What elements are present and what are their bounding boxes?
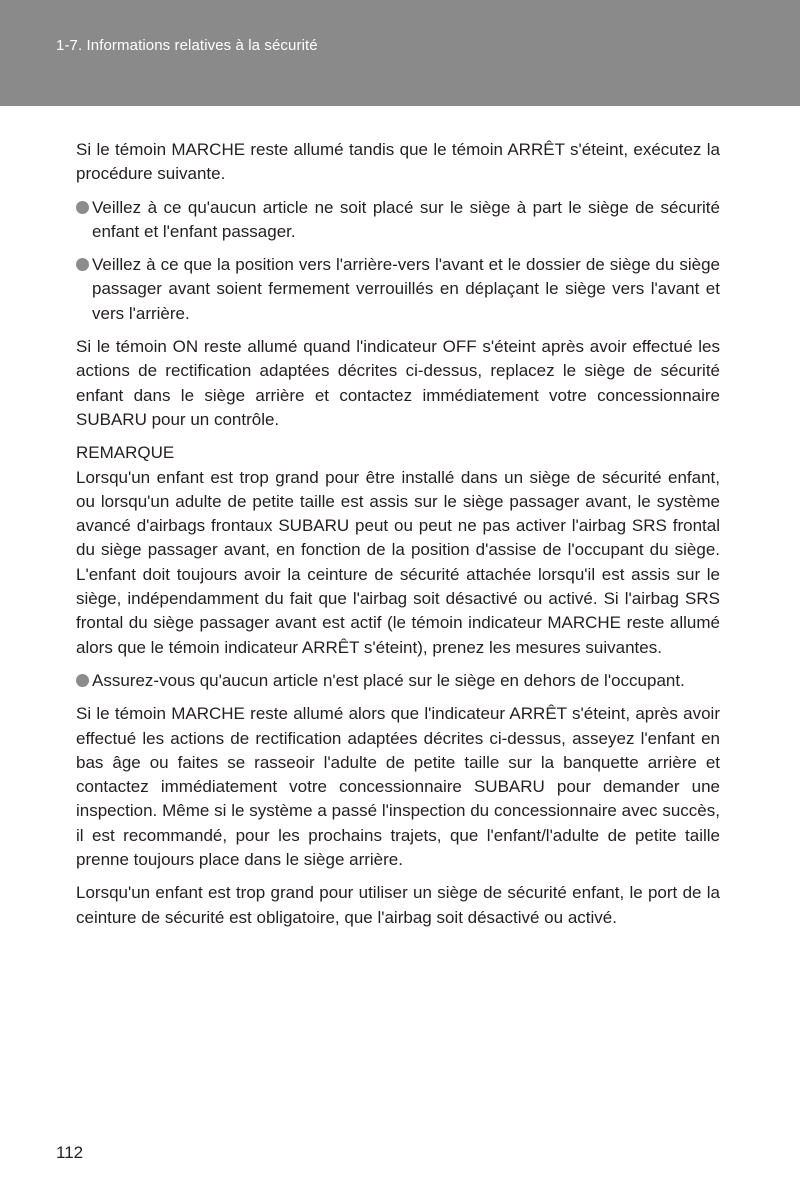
bullet-item — [76, 196, 720, 245]
note-text: Lorsqu'un enfant est trop grand pour être installé dans un siège de sécurité enfant, ou lorsqu'un adulte de petite taille est assis sur le siège passager avant, le système avancé d'airbags frontaux SUBARU peut ou peut ne pas activer l'airbag SRS frontal du siège passager avant, en fonction de la position d'assise de l'occupant du siège. L'enfant doit toujours avoir la ceinture de sécurité attachée lorsqu'il est assis sur le siège, indépendamment du fait que l'airbag soit désactivé ou activé. Si l'airbag SRS frontal du siège passager avant est actif (le témoin indicateur MARCHE reste allumé alors que le témoin indicateur ARRÊT s'éteint), prenez les mesures suivantes. — [76, 467, 720, 657]
bullet-dot-icon — [76, 201, 89, 214]
bullet-text: Veillez à ce que la position vers l'arrière-vers l'avant et le dossier de siège du siège passager avant soient fermement verrouillés en déplaçant le siège vers l'avant et vers l'arrière. — [92, 255, 720, 323]
bullet-dot-icon — [76, 258, 89, 271]
section-title: 1-7. Informations relatives à la sécurité — [56, 37, 318, 54]
paragraph-seatbelt: Lorsqu'un enfant est trop grand pour utiliser un siège de sécurité enfant, le port de la ceinture de sécurité est obligatoire, que l'airbag soit désactivé ou activé. — [76, 883, 720, 927]
note-heading: REMARQUE — [76, 443, 175, 463]
paragraph-inspection: Si le témoin MARCHE reste allumé alors que l'indicateur ARRÊT s'éteint, après avoir effectué les actions de rectification adaptées décrites ci-dessus, asseyez l'enfant en bas âge ou faites se rasseoir l'adulte de petite taille sur la banquette arrière et contactez immédiatement votre concessionnaire SUBARU pour demander une inspection. Même si le système a passé l'inspection du concessionnaire avec succès, il est recommandé, pour les prochains trajets, que l'enfant/l'adulte de petite taille prenne toujours place dans le siège arrière. — [76, 704, 720, 870]
section-header-bar — [0, 0, 800, 106]
bullet-text: Veillez à ce qu'aucun article ne soit placé sur le siège à part le siège de sécurité enfant et l'enfant passager. — [92, 197, 720, 241]
paragraph-rectification: Si le témoin ON reste allumé quand l'indicateur OFF s'éteint après avoir effectué les actions de rectification adaptées décrites ci-dessus, replacez le siège de sécurité enfant dans le siège arrière et contactez immédiatement votre concessionnaire SUBARU pour un contrôle. — [76, 337, 720, 429]
bullet-dot-icon — [76, 674, 89, 687]
paragraph-intro: Si le témoin MARCHE reste allumé tandis que le témoin ARRÊT s'éteint, exécutez la procédure suivante. — [76, 140, 720, 184]
page-content — [76, 138, 720, 939]
bullet-item — [76, 669, 720, 693]
bullet-text: Assurez-vous qu'aucun article n'est placé sur le siège en dehors de l'occupant. — [92, 670, 685, 690]
page-number: 112 — [56, 1143, 84, 1162]
bullet-item — [76, 253, 720, 326]
